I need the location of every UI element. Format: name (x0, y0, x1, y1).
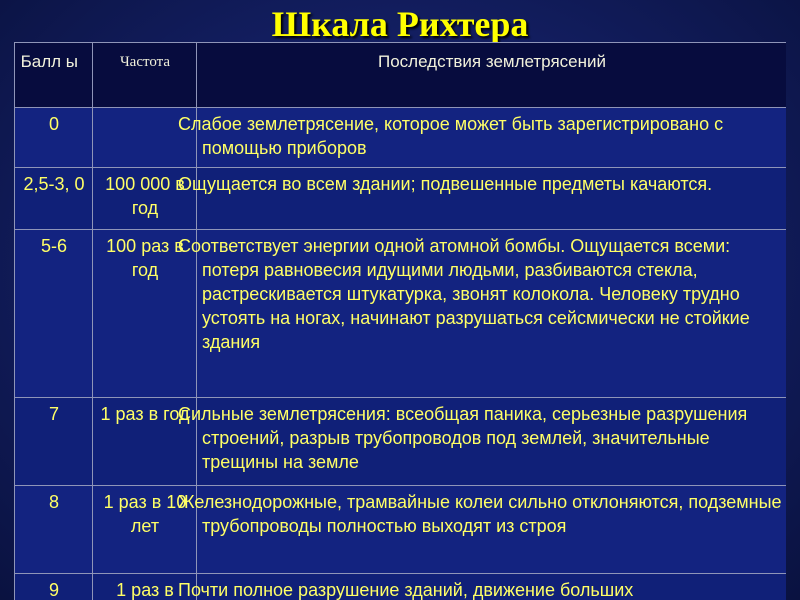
header-effects: Последствия землетрясений (197, 43, 787, 108)
header-frequency: Частота (93, 43, 197, 108)
cell-effects: Ощущается во всем здании; подвешенные предметы качаются. (197, 168, 787, 230)
cell-frequency: 100 000 в год (93, 168, 197, 230)
cell-effects: Сильные землетрясения: всеобщая паника, серьезные разрушения строений, разрыв трубопроводов под землей, значительные трещины на земле (197, 398, 787, 486)
cell-effects: Соответствует энергии одной атомной бомбы. Ощущается всеми: потеря равновесия идущими людьми, разбиваются стекла, растрескивается штукатурка, звонят колокола. Человеку трудно устоять на ногах, начинают разрушаться сейсмически не стойкие здания (197, 230, 787, 398)
cell-frequency: 1 раз в 10 лет (93, 486, 197, 574)
cell-score: 8 (15, 486, 93, 574)
cell-score: 5-6 (15, 230, 93, 398)
cell-effects: Слабое землетрясение, которое может быть зарегистрировано с помощью приборов (197, 108, 787, 168)
header-score: Балл ы (15, 43, 93, 108)
cell-frequency: 1 раз в год (93, 398, 197, 486)
table-row (15, 398, 787, 486)
richter-table-container (14, 42, 786, 600)
cell-score: 7 (15, 398, 93, 486)
cell-effects: Железнодорожные, трамвайные колеи сильно отклоняются, подземные трубопроводы полностью выходят из строя (197, 486, 787, 574)
cell-score: 2,5-3, 0 (15, 168, 93, 230)
table-row (15, 168, 787, 230)
table-row (15, 486, 787, 574)
table-row (15, 230, 787, 398)
cell-frequency: 1 раз в (93, 574, 197, 600)
cell-score: 0 (15, 108, 93, 168)
table-header-row (15, 43, 787, 108)
richter-scale-table (14, 42, 786, 600)
cell-score: 9 (15, 574, 93, 600)
slide-title: Шкала Рихтера (271, 4, 529, 44)
table-row (15, 108, 787, 168)
cell-frequency: 100 раз в год (93, 230, 197, 398)
cell-effects: Почти полное разрушение зданий, движение больших (197, 574, 787, 600)
table-row (15, 574, 787, 600)
